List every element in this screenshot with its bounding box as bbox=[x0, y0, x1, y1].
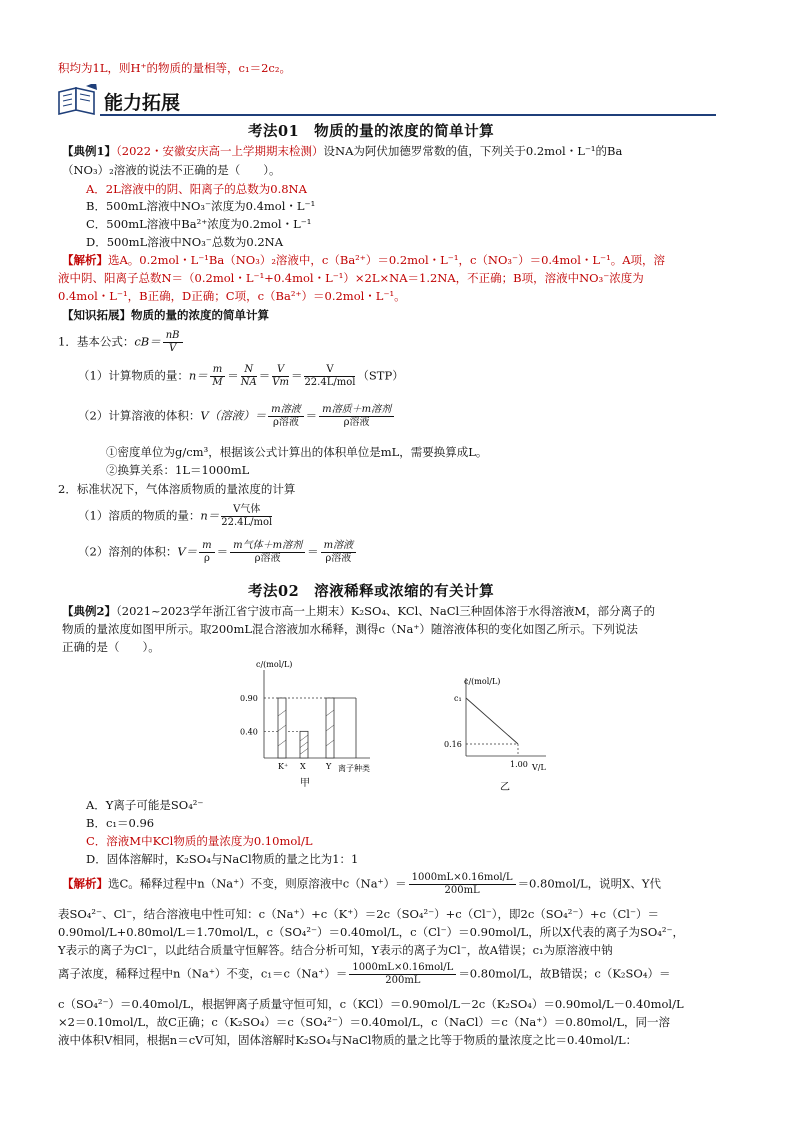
formula-gas-moles: （1）溶质的物质的量：n＝ $\frac{\text{V气体}}{\text{22.4L/mol}}$ bbox=[78, 504, 273, 528]
knowledge-tag: 【知识拓展】 bbox=[62, 308, 131, 322]
ex1-opt-c: C．500mL溶液中Ba²⁺浓度为0.2mol・L⁻¹ bbox=[86, 217, 312, 231]
yi-xlabel: V/L bbox=[532, 763, 546, 772]
note2: ②换算关系：1L＝1000mL bbox=[106, 463, 250, 477]
ex1-ans3: 0.4mol・L⁻¹，B正确，D正确；C项，c（Ba²⁺）＝0.2mol・L⁻¹。 bbox=[58, 289, 406, 303]
g2-v: V＝ bbox=[177, 544, 198, 559]
f1-label: 1．基本公式： bbox=[58, 334, 135, 349]
yi-title: 乙 bbox=[500, 782, 510, 793]
ex2-a5-frac: $\frac{\text{1000mL×0.16mol/L}}{200mL}$ bbox=[349, 962, 456, 987]
knowledge-title: 物质的量的浓度的简单计算 bbox=[131, 308, 269, 322]
jia-ytick: 0.40 bbox=[240, 727, 258, 737]
f3-label: （2）计算溶液的体积： bbox=[78, 408, 201, 423]
ex1-opt-d: D．500mL溶液中NO₃⁻总数为0.2NA bbox=[86, 235, 284, 249]
ex2-opt-c: C．溶液M中KCl物质的量浓度为0.10mol/L bbox=[86, 834, 313, 848]
f1-lhs: cB＝ bbox=[134, 334, 161, 349]
f2-n: n＝ bbox=[188, 368, 208, 383]
ex1-opt-a: A．2L溶液中的阴、阳离子的总数为0.8NA bbox=[86, 182, 307, 196]
jia-title: 甲 bbox=[300, 778, 310, 788]
ex2-a1-frac: $\frac{\text{1000mL×0.16mol/L}}{200mL}$ bbox=[409, 872, 516, 897]
ex2-ans-tag: 【解析】 bbox=[62, 876, 108, 891]
ex2-a5-pre: 离子浓度，稀释过程中n（Na⁺）不变，c₁＝c（Na⁺）＝ bbox=[58, 966, 348, 981]
ex2-a3: 0.90mol/L+0.80mol/L＝1.70mol/L，c（SO₄²⁻）＝0.40mol/L，c（Cl⁻）＝0.90mol/L，所以X代表的离子为SO₄²⁻， bbox=[58, 925, 685, 939]
ex1-ans-tag: 【解析】 bbox=[62, 253, 108, 267]
g2-label: （2）溶剂的体积： bbox=[78, 544, 178, 559]
continued-line: 积均为1L，则H⁺的物质的量相等，c₁＝2c₂。 bbox=[58, 61, 291, 75]
knowledge-heading bbox=[62, 307, 269, 323]
ex2-a6: c（SO₄²⁻）＝0.40mol/L，根据钾离子质量守恒可知，c（KCl）＝0.90mol/L－2c（K₂SO₄）＝0.90mol/L－0.40mol/L bbox=[58, 997, 684, 1011]
ex2-q1: （2021~2023学年浙江省宁波市高一上期末）K₂SO₄、KCl、NaCl三种固体溶于水得溶液M，部分离子的 bbox=[116, 604, 655, 618]
jia-xlabel: 离子种类 bbox=[338, 764, 370, 773]
ex2-opt-a: A．Y离子可能是SO₄²⁻ bbox=[86, 798, 204, 812]
ex2-a1-post: ＝0.80mol/L，说明X、Y代 bbox=[517, 876, 661, 891]
jia-xtick: X bbox=[300, 762, 306, 771]
ex1-ans1-text: 选A。0.2mol・L⁻¹Ba（NO₃）₂溶液中，c（Ba²⁺）＝0.2mol・L⁻¹，c（NO₃⁻）＝0.4mol・L⁻¹。A项，溶 bbox=[108, 253, 666, 267]
f2-label: （1）计算物质的量： bbox=[78, 368, 189, 383]
ex1-tag: 【典例1】 bbox=[62, 144, 117, 158]
section-banner bbox=[56, 82, 716, 118]
yi-xtick: 1.00 bbox=[510, 760, 528, 769]
chart-jia bbox=[236, 658, 376, 788]
g1-label: （1）溶质的物质的量： bbox=[78, 508, 201, 523]
kaofa2-heading: 考法02 溶液稀释或浓缩的有关计算 bbox=[248, 583, 495, 600]
formula-basic bbox=[58, 330, 185, 355]
ex1-ans1 bbox=[62, 252, 665, 268]
chart-yi bbox=[436, 672, 556, 802]
jia-xtick: K⁺ bbox=[278, 762, 289, 771]
banner-divider bbox=[100, 114, 716, 116]
ex2-q3: 正确的是（ ）。 bbox=[62, 640, 160, 654]
ex2-a4: Y表示的离子为Cl⁻，以此结合质量守恒解答。结合分析可知，Y表示的离子为Cl⁻，故A错误；c₁为原溶液中钠 bbox=[58, 943, 613, 957]
ex2-a1-pre: 选C。稀释过程中n（Na⁺）不变，则原溶液中c（Na⁺）＝ bbox=[108, 876, 407, 891]
ex2-ans1 bbox=[62, 872, 661, 897]
formula-volume: （2）计算溶液的体积：V（溶液）＝ $\frac{\text{m溶液}}{\text{ρ溶液}}$ ＝ $\frac{\text{m溶质＋m溶剂}}{\text{ρ溶液}}$ bbox=[78, 404, 396, 429]
jia-ytick: 0.90 bbox=[240, 694, 258, 703]
jia-xtick: Y bbox=[326, 762, 332, 771]
ex1-source: （2022・安徽安庆高一上学期期末检测） bbox=[116, 144, 324, 158]
ex2-opt-b: B．c₁＝0.96 bbox=[86, 816, 155, 830]
section2-title: 2．标准状况下，气体溶质物质的量浓度的计算 bbox=[58, 482, 296, 496]
ex1-line1 bbox=[62, 143, 622, 159]
yi-ytick-c1: c₁ bbox=[454, 694, 462, 703]
ex2-a5-post: ＝0.80mol/L，故B错误；c（K₂SO₄）＝ bbox=[458, 966, 671, 981]
ex2-q2: 物质的量浓度如图甲所示。取200mL混合溶液加水稀释，测得c（Na⁺）随溶液体积的变化如图乙所示。下列说法 bbox=[62, 622, 638, 636]
note1: ①密度单位为g/cm³，根据该公式计算出的体积单位是mL，需要换算成L。 bbox=[106, 445, 488, 459]
f1-frac: $\frac{nB}{V}$ bbox=[163, 330, 183, 355]
kaofa1-heading: 考法01 物质的量的浓度的简单计算 bbox=[248, 123, 495, 140]
ex1-q2: （NO₃）₂溶液的说法不正确的是（ ）。 bbox=[62, 163, 281, 177]
ex2-a8: 液中体积V相同，根据n＝cV可知，固体溶解时K₂SO₄与NaCl物质的量之比等于物质的量浓度之比＝0.40mol/L： bbox=[58, 1033, 638, 1047]
yi-ylabel: c/(mol/L) bbox=[464, 677, 501, 686]
yi-series-line bbox=[466, 698, 518, 744]
ex2-a7: ×2＝0.10mol/L，故C正确；c（K₂SO₄）＝c（SO₄²⁻）＝0.40mol/L，c（NaCl）＝c（Na⁺）＝0.80mol/L，同一溶 bbox=[58, 1015, 670, 1029]
ex2-tag: 【典例2】 bbox=[62, 604, 117, 618]
ex2-line1 bbox=[62, 603, 655, 619]
ex2-a2: 表SO₄²⁻、Cl⁻，结合溶液电中性可知：c（Na⁺）+c（K⁺）＝2c（SO₄²⁻）+c（Cl⁻），即2c（SO₄²⁻）+c（Cl⁻）＝ bbox=[58, 907, 660, 921]
f2-tail: （STP） bbox=[357, 368, 404, 383]
f3-v: V（溶液）＝ bbox=[200, 408, 267, 423]
book-icon bbox=[56, 84, 100, 116]
formula-gas-volume: （2）溶剂的体积：V＝ $\frac{m}{\rho}$ ＝ $\frac{\text{m气体＋m溶剂}}{\text{ρ溶液}}$ ＝ $\frac{\text{m溶液}}{\text{ρ溶液}}$ bbox=[78, 540, 358, 565]
formula-moles: （1）计算物质的量：n＝ $\frac{m}{M}$ ＝ $\frac{N}{NA}$ ＝ $\frac{V}{Vm}$ ＝ $\frac{V}{\text{22.4L/mol}}$ （STP） bbox=[78, 364, 404, 388]
ex1-ans2: 液中阴、阳离子总数N＝（0.2mol・L⁻¹+0.4mol・L⁻¹）×2L×NA＝1.2NA，不正确；B项，溶液中NO₃⁻浓度为 bbox=[58, 271, 644, 285]
ex2-a5 bbox=[58, 962, 670, 987]
section-title: 能力拓展 bbox=[104, 92, 181, 114]
ex1-q1: 设NA为阿伏加德罗常数的值，下列关于0.2mol・L⁻¹的Ba bbox=[323, 144, 623, 158]
g1-n: n＝ bbox=[200, 508, 220, 523]
ex1-opt-b: B．500mL溶液中NO₃⁻浓度为0.4mol・L⁻¹ bbox=[86, 199, 316, 213]
jia-ylabel: c/(mol/L) bbox=[256, 660, 293, 669]
yi-ytick-016: 0.16 bbox=[444, 740, 462, 749]
ex2-opt-d: D．固体溶解时，K₂SO₄与NaCl物质的量之比为1：1 bbox=[86, 852, 359, 866]
